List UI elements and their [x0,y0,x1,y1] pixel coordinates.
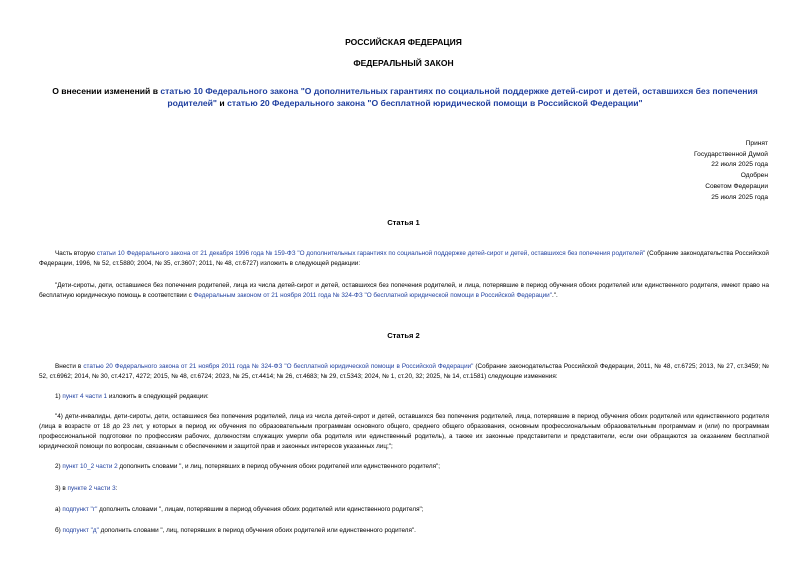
a2p2-pre: 1) [55,393,63,400]
a1p1-link[interactable]: статьи 10 Федерального закона от 21 декабря 1996 года № 159-ФЗ "О дополнительных гарантиях по социальной поддержке детей-сирот и детей, оставшихся без попечения родителей" [96,250,646,257]
law-title [40,85,770,109]
title-mid: и [217,98,228,108]
article-2-item-1-text: "4) дети-инвалиды, дети-сироты, дети, оставшиеся без попечения родителей, лица из числа детей-сирот и детей, оставшихся без попечения родителей, лица, потерявшие в период обучения обоих родителей или единственного родителя (лица в возрасте от 18 до 23 лет, у которых в период их обучения по образовательным программам основного общего, среднего общего образования, основным профессиональным образовательным программам и (или) по программам профессиональной подготовки по профессиям рабочих, должностям служащих умерли оба родителя или единственный родитель), а также их законные представители и представители, если они обращаются за оказанием бесплатной юридической помощи по вопросам, связанным с обеспечением и защитой прав и законных интересов указанных лиц;"; [39,413,769,450]
accepted-label: Принят [745,140,768,147]
title-prefix: О внесении изменений в [52,86,161,96]
accepted-by: Государственной Думой [694,150,768,158]
title-link-article-20[interactable]: статью 20 Федерального закона "О бесплатной юридической помощи в Российской Федерации" [227,98,643,108]
federation-heading: РОССИЙСКАЯ ФЕДЕРАЦИЯ [345,37,462,47]
a1p2-post: .". [551,292,558,299]
a2p7-post: дополнить словами ", лиц, потерявших в период обучения обоих родителей или единственного родителя". [98,527,416,534]
article-2-subitem-b [39,526,769,536]
article-2-item-1 [39,392,769,402]
a2p5-link[interactable]: пункте 2 части 3 [67,485,116,492]
article-1-paragraph-2 [39,281,769,301]
a2p4-link[interactable]: пункт 10_2 части 2 [62,463,118,470]
accepted-date: 22 июля 2025 года [711,161,768,169]
approved-date: 25 июля 2025 года [711,193,768,201]
a2p2-link[interactable]: пункт 4 части 1 [62,393,108,400]
article-2-heading: Статья 2 [387,331,420,340]
a2p1-pre: Внести в [55,363,84,370]
title-link-article-10[interactable]: статью 10 Федерального закона "О дополнительных гарантиях по социальной поддержке детей-сирот и детей, оставшихся без попечения родителей" [160,86,758,108]
approved-label: Одобрен [740,172,768,180]
article-2-paragraph-1 [39,362,769,382]
a2p5-pre: 3) в [55,485,68,492]
a2p6-link[interactable]: подпункт "г" [62,506,98,513]
a2p7-link[interactable]: подпункт "д" [62,527,99,534]
a2p7-pre: б) [55,527,63,534]
a2p1-link[interactable]: статью 20 Федерального закона от 21 ноября 2011 года № 324-ФЗ "О бесплатной юридической помощи в Российской Федерации" [83,363,474,370]
acceptance-block [694,139,768,203]
article-1-heading: Статья 1 [387,218,420,227]
a1p2-pre: "Дети-сироты, дети, оставшиеся без попечения родителей, лица из числа детей-сирот и детей, оставшихся без попечения родителей, и лица, потерявшие в период обучения обоих родителей или единственного родителя, имеют право на бесплатную юридическую помощь в соответствии с [39,282,769,299]
a2p4-pre: 2) [55,463,63,470]
a2p1-post: (Собрание законодательства Российской Федерации, 2011, № 48, ст.6725; 2013, № 27, ст.3459; № 52, ст.6962; 2014, № 30, ст.4217, 4272; 2015, № 48, ст.6724; 2023, № 25, ст.4414; № 26, ст.4683; № 29, ст.5343; 2024, № 1, ст.20, 32; 2025, № 14, ст.1581) следующие изменения: [39,363,769,380]
article-2-subitem-a [39,505,769,515]
article-2-item-2 [39,462,769,472]
a1p1-post: (Собрание законодательства Российской Федерации, 1996, № 52, ст.5880; 2004, № 35, ст.3607; 2011, № 48, ст.6727) изложить в следующей редакции: [39,250,769,267]
a2p6-post: дополнить словами ", лицам, потерявшим в период обучения обоих родителей или единственного родителя"; [97,506,424,513]
a2p6-pre: а) [55,506,63,513]
article-2-item-3 [39,484,769,494]
a1p1-pre: Часть вторую [55,250,97,257]
a1p2-link[interactable]: Федеральным законом от 21 ноября 2011 года № 324-ФЗ "О бесплатной юридической помощи в Российской Федерации" [193,292,552,299]
law-type-heading: ФЕДЕРАЛЬНЫЙ ЗАКОН [353,58,454,68]
article-1-paragraph-1 [39,249,769,269]
a2p4-post: дополнить словами ", и лиц, потерявших в период обучения обоих родителей или единственного родителя"; [117,463,441,470]
a2p5-post: : [115,485,118,492]
a2p2-post: изложить в следующей редакции: [107,393,209,400]
approved-by: Советом Федерации [705,182,768,190]
